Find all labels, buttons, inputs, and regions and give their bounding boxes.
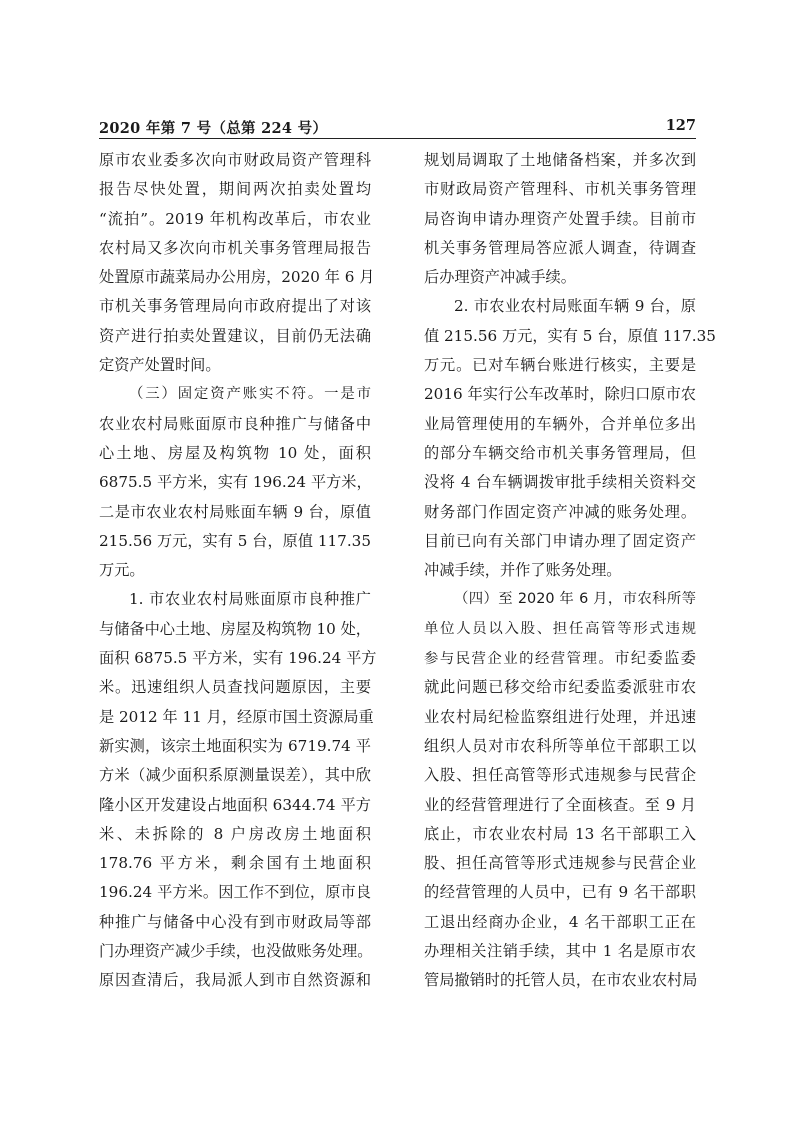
text-line: 1. 市农业农村局账面原市良种推广	[129, 590, 371, 609]
text-line: 定资产处置时间。	[99, 356, 221, 375]
text-line: 万元。已对车辆台账进行核实，主要是	[424, 356, 696, 375]
text-line: 种推广与储备中心没有到市财政局等部	[99, 912, 371, 931]
text-line: 米。迅速组织人员查找问题原因，主要	[99, 678, 371, 697]
text-line: 方米（减少面积系原测量误差），其中欣	[99, 766, 371, 785]
text-line: 冲减手续，并作了账务处理。	[424, 561, 622, 580]
text-line: 196.24 平方米。因工作不到位，原市良	[99, 883, 371, 902]
right-column	[424, 146, 716, 996]
text-line: 股、担任高管等形式违规参与民营企业	[424, 854, 696, 873]
text-line: 6875.5 平方米，实有 196.24 平方米，	[99, 473, 372, 492]
text-line: 局咨询申请办理资产处置手续。目前市	[424, 209, 696, 228]
text-line: 底止，市农业农村局 13 名干部职工入	[424, 824, 696, 843]
text-line: 单位人员以入股、担任高管等形式违规	[424, 620, 696, 637]
text-line: 原因查清后，我局派人到市自然资源和	[99, 971, 371, 990]
text-line: 报告尽快处置，期间两次拍卖处置均	[99, 180, 371, 199]
text-line: 2016 年实行公车改革时，除归口原市农	[424, 385, 696, 404]
heading-fragment: 参与民营企业的经营管理。	[424, 651, 615, 668]
text-line: 2. 市农业农村局账面车辆 9 台，原	[454, 297, 696, 316]
page-number: 127	[665, 117, 696, 134]
text-line: 215.56 万元，实有 5 台，原值 117.35	[99, 531, 371, 550]
left-column	[99, 146, 377, 996]
text-line	[424, 644, 696, 673]
text-line: 处置原市蔬菜局办公用房，2020 年 6 月	[99, 268, 375, 287]
text-line: 的部分车辆交给市机关事务管理局，但	[424, 443, 696, 462]
text-line: 管局撤销时的托管人员，在市农业农村局	[424, 971, 698, 990]
text-line: 的经营管理的人员中，已有 9 名干部职	[424, 883, 696, 902]
text-line: 市机关事务管理局向市政府提出了对该	[99, 297, 371, 316]
text-line: 是 2012 年 11 月，经原市国土资源局重	[99, 707, 374, 726]
text-line: 规划局调取了土地储备档案，并多次到	[424, 151, 696, 169]
text-line: “流拍”。2019 年机构改革后，市农业	[99, 209, 371, 228]
text-line: 农业农村局账面原市良种推广与储备中	[99, 414, 371, 433]
text-line: （三）固定资产账实不符。一是市	[129, 386, 371, 403]
text-line: 业的经营管理进行了全面核查。至 9 月	[424, 795, 696, 814]
text-line: 组织人员对市农科所等单位干部职工以	[424, 736, 696, 755]
text-line: 市财政局资产管理科、市机关事务管理	[424, 180, 696, 199]
text-line: 面积 6875.5 平方米，实有 196.24 平方	[99, 649, 377, 668]
text-line: 业局管理使用的车辆外，合并单位多出	[424, 414, 696, 433]
text-line: 目前已向有关部门申请办理了固定资产	[424, 531, 696, 550]
page-header	[99, 117, 696, 137]
text-line: 米、未拆除的 8 户房改房土地面积	[99, 824, 371, 843]
text-line: 财务部门作固定资产冲减的账务处理。	[424, 502, 696, 521]
issue-label: 2020 年第 7 号（总第 224 号）	[99, 120, 328, 137]
text-line: 机关事务管理局答应派人调查，待调查	[424, 238, 696, 257]
text-line: 原市农业委多次向市财政局资产管理科	[99, 151, 371, 169]
text-line: 业农村局纪检监察组进行处理，并迅速	[424, 707, 696, 726]
text-line: 农村局又多次向市机关事务管理局报告	[99, 238, 371, 257]
text-line: 工退出经商办企业，4 名干部职工正在	[424, 912, 696, 931]
text-line: 办理相关注销手续，其中 1 名是原市农	[424, 942, 696, 961]
text-line: 二是市农业农村局账面车辆 9 台，原值	[99, 502, 371, 521]
text-line: 心土地、房屋及构筑物 10 处，面积	[99, 443, 371, 462]
header-rule	[99, 138, 696, 139]
text-line: 与储备中心土地、房屋及构筑物 10 处，	[99, 619, 371, 638]
text-line: 178.76 平方米，剩余国有土地面积	[99, 854, 371, 873]
text-line: 值 215.56 万元，实有 5 台，原值 117.35	[424, 326, 716, 345]
text-line: 后办理资产冲减手续。	[424, 268, 576, 287]
text-line: 就此问题已移交给市纪委监委派驻市农	[424, 678, 696, 697]
body-fragment: 市纪委监委	[614, 649, 696, 668]
text-line: 新实测，该宗土地面积实为 6719.74 平	[99, 736, 371, 755]
text-line: 入股、担任高管等形式违规参与民营企	[424, 766, 696, 785]
text-line: 门办理资产减少手续，也没做账务处理。	[99, 942, 373, 961]
text-line: 隆小区开发建设占地面积 6344.74 平方	[99, 795, 371, 814]
text-line: 资产进行拍卖处置建议，目前仍无法确	[99, 326, 371, 345]
text-line: （四）至 2020 年 6 月，市农科所等	[454, 591, 696, 608]
text-line: 没将 4 台车辆调拨审批手续相关资料交	[424, 473, 696, 492]
text-line: 万元。	[99, 561, 145, 580]
